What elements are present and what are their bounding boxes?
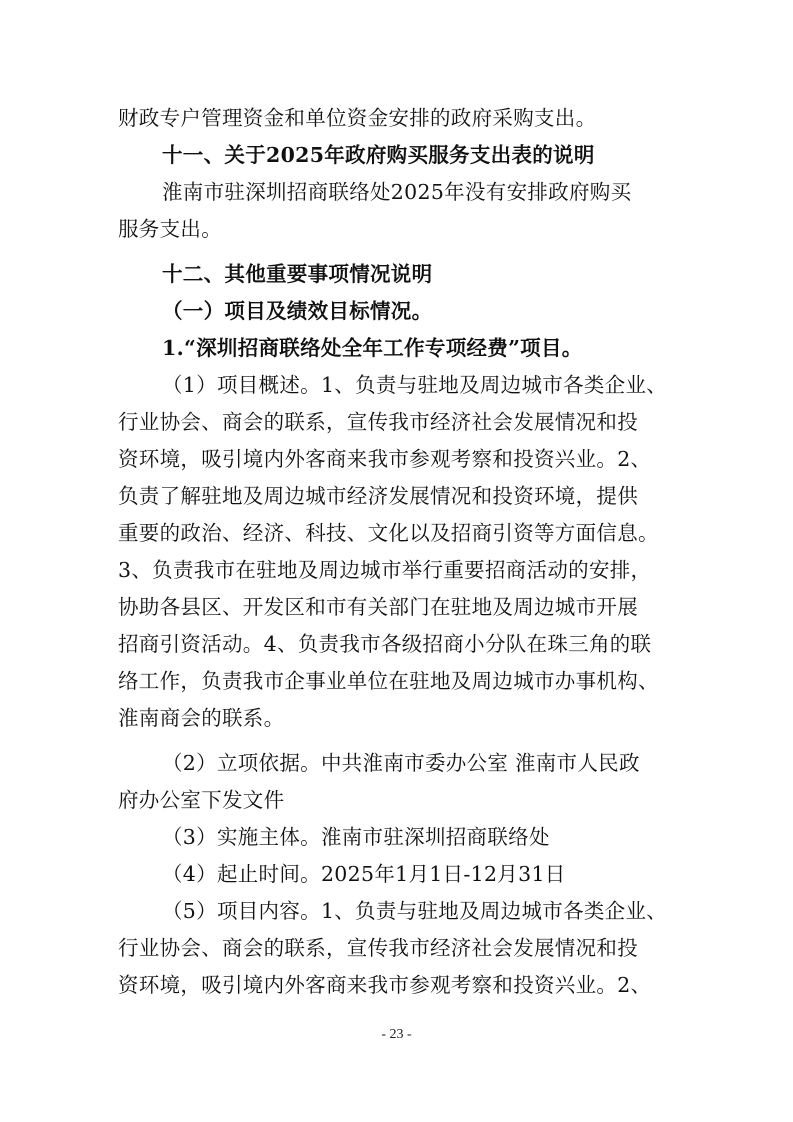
text-line: 负责了解驻地及周边城市经济发展情况和投资环境，提供: [118, 484, 638, 508]
section-heading-12: 十二、其他重要事项情况说明: [162, 262, 433, 286]
text-line: （3）实施主体。淮南市驻深圳招商联络处: [162, 825, 550, 849]
text-line: 协助各县区、开发区和市有关部门在驻地及周边城市开展: [118, 595, 638, 619]
section-heading-11: 十一、关于2025年政府购买服务支出表的说明: [162, 143, 595, 167]
text-line: 资环境，吸引境内外客商来我市参观考察和投资兴业。2、: [118, 447, 652, 471]
document-body: [118, 100, 678, 1004]
project-heading: 1.“深圳招商联络处全年工作专项经费”项目。: [162, 336, 583, 360]
text-line: （2）立项依据。中共淮南市委办公室 淮南市人民政: [162, 751, 640, 775]
subsection-heading: （一）项目及绩效目标情况。: [162, 299, 433, 323]
text-line: （4）起止时间。2025年1月1日-12月31日: [162, 862, 566, 886]
text-line: 行业协会、商会的联系，宣传我市经济社会发展情况和投: [118, 936, 638, 960]
text-line: 淮南商会的联系。: [118, 706, 285, 730]
text-line: 络工作，负责我市企事业单位在驻地及周边城市办事机构、: [118, 669, 659, 693]
text-line: （5）项目内容。1、负责与驻地及周边城市各类企业、: [162, 899, 668, 923]
text-line: 府办公室下发文件: [118, 788, 285, 812]
text-line: 资环境，吸引境内外客商来我市参观考察和投资兴业。2、: [118, 973, 652, 997]
text-line: 重要的政治、经济、科技、文化以及招商引资等方面信息。: [118, 521, 659, 545]
text-line: 招商引资活动。4、负责我市各级招商小分队在珠三角的联: [118, 632, 652, 656]
text-line: （1）项目概述。1、负责与驻地及周边城市各类企业、: [162, 373, 668, 397]
text-line: 3、负责我市在驻地及周边城市举行重要招商活动的安排，: [118, 558, 652, 582]
text-line: 财政专户管理资金和单位资金安排的政府采购支出。: [118, 106, 597, 130]
text-line: 淮南市驻深圳招商联络处2025年没有安排政府购买: [162, 180, 632, 204]
page-number: - 23 -: [381, 1027, 412, 1042]
text-line: 服务支出。: [118, 217, 222, 241]
text-line: 行业协会、商会的联系，宣传我市经济社会发展情况和投: [118, 410, 638, 434]
